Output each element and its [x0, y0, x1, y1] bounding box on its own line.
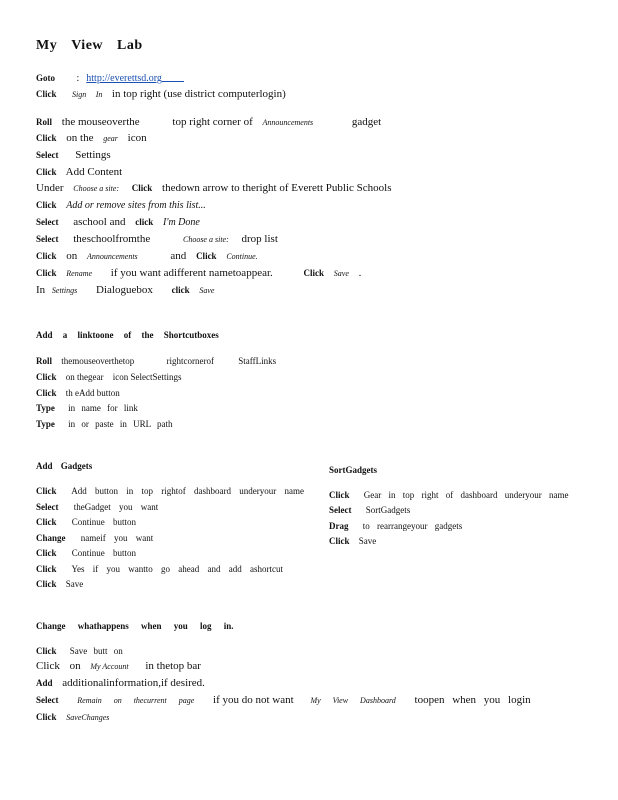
step-line: Click Add Content — [36, 166, 123, 178]
step-line: Click Save — [329, 536, 377, 546]
step-line: Click Rename if you want adifferent nametoappear. Click Save . — [36, 267, 362, 279]
step-line: Under Choose a site: Click thedown arrow to theright of Everett Public Schools — [36, 182, 392, 194]
district-link[interactable]: http://everettsd.org — [86, 73, 162, 84]
step-line: Select theGadget you want — [36, 502, 159, 512]
step-line: Click SaveChanges — [36, 712, 110, 722]
step-line: Click Yes if you wantto go ahead and add ashortcut — [36, 564, 283, 574]
step-line: Add additionalinformation,if desired. — [36, 677, 205, 689]
section-heading: Change whathappens when you log in. — [36, 621, 234, 631]
step-line: Select aschool and click I'm Done — [36, 216, 200, 228]
step-line: Select Remain on thecurrent page if you do not want My View Dashboard toopen when you login — [36, 694, 531, 706]
step-line: Type in or paste in URL path — [36, 419, 173, 429]
step-line: Click on the gear icon — [36, 132, 147, 144]
step-line: Click on thegear icon SelectSettings — [36, 372, 182, 382]
step-line: Type in name for link — [36, 403, 138, 413]
step-line: Click Save butt on — [36, 646, 123, 656]
step-line: Select theschoolfromthe Choose a site: drop list — [36, 233, 278, 245]
step-line: Click Continue button — [36, 517, 137, 527]
section-heading: Add Gadgets — [36, 461, 93, 471]
signin-line: Click Sign In in top right (use district computerlogin) — [36, 88, 286, 100]
page-title: My View Lab — [36, 38, 143, 53]
goto-line: Goto : http://everettsd.org — [36, 72, 184, 85]
step-line: In Settings Dialoguebox click Save — [36, 284, 215, 296]
step-line: Click Save — [36, 579, 84, 589]
step-line: Click th eAdd button — [36, 388, 120, 398]
step-line: Click on Announcements and Click Continue. — [36, 250, 258, 262]
step-line: Drag to rearrangeyour gadgets — [329, 521, 463, 531]
step-line: Click on My Account in thetop bar — [36, 660, 201, 672]
section-heading: SortGadgets — [329, 465, 377, 475]
step-line: Select SortGadgets — [329, 505, 411, 515]
step-line: Click Add or remove sites from this list... — [36, 200, 206, 211]
link-underline — [162, 72, 184, 82]
step-line: Click Add button in top rightof dashboard underyour name — [36, 486, 304, 496]
step-line: Roll themouseoverthetop rightcornerof StaffLinks — [36, 356, 277, 366]
section-heading: Add a linktoone of the Shortcutboxes — [36, 330, 219, 340]
step-line: Roll the mouseoverthe top right corner of Announcements gadget — [36, 116, 382, 128]
step-line: Change nameif you want — [36, 533, 154, 543]
step-line: Select Settings — [36, 149, 111, 161]
step-line: Click Continue button — [36, 548, 137, 558]
step-line: Click Gear in top right of dashboard underyour name — [329, 490, 569, 500]
